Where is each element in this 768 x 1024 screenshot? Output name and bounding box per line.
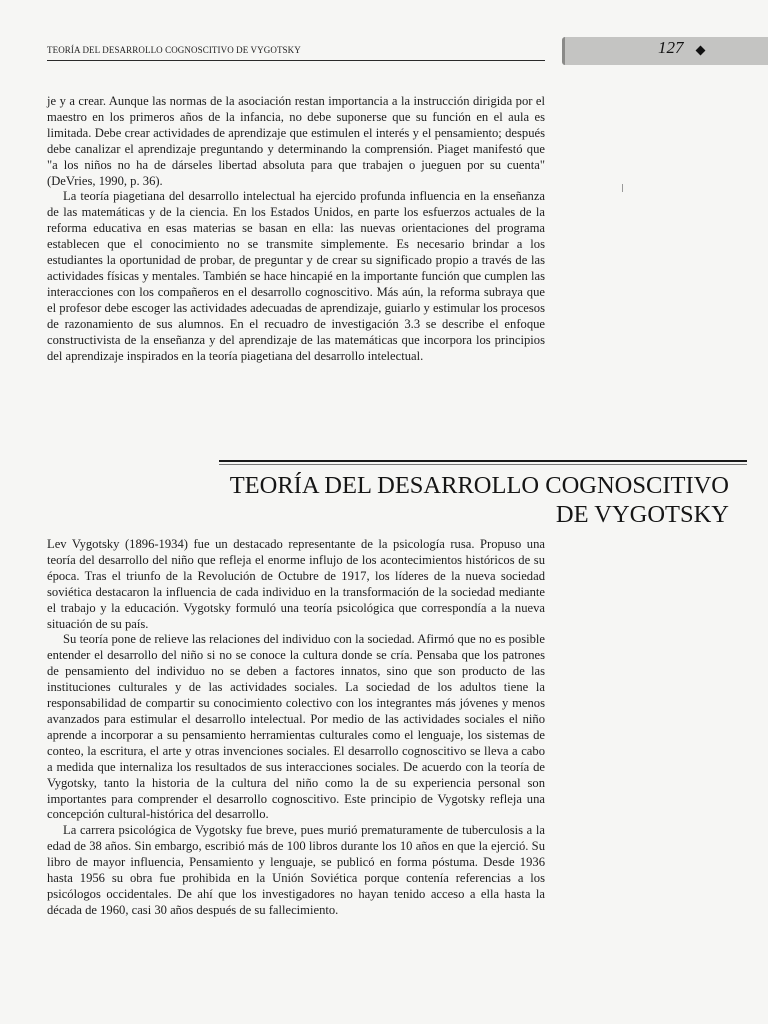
- section-title-line1: TEORÍA DEL DESARROLLO COGNOSCITIVO: [229, 472, 729, 499]
- paragraph: La teoría piagetiana del desarrollo intelectual ha ejercido profunda influencia en la enseñanza de las matemáticas y de la ciencia. En los Estados Unidos, en parte los esfuerzos actuales de la reforma educativa en esas materias se basan en ella: las nuevas orientaciones del programa establecen que el conocimiento no se transmite simplemente. Es necesario brindar a los estudiantes la oportunidad de probar, de preguntar y de crear su significado propio a través de las actividades físicas y mentales. También se hace hincapié en la importante función que cumplen las interacciones con los compañeros en el desarrollo cognoscitivo. Más aún, la reforma subraya que el profesor debe escoger las actividades adecuadas de aprendizaje, guiarlo y estimular los procesos de razonamiento de sus alumnos. En el recuadro de investigación 3.3 se describe el enfoque constructivista de la enseñanza y del aprendizaje de las matemáticas que incorpora los principios del aprendizaje inspirados en la teoría piagetiana del desarrollo intelectual.: [47, 189, 545, 363]
- section-title-line2: DE VYGOTSKY: [555, 501, 729, 528]
- paragraph: La carrera psicológica de Vygotsky fue breve, pues murió prematuramente de tuberculosis a la edad de 38 años. Sin embargo, escribió más de 100 libros durante los 10 años en que la ejerció. Su libro de mayor influencia, Pensamiento y lenguaje, se publicó en forma póstuma. Desde 1936 hasta 1956 su obra fue prohibida en la Unión Soviética porque contenía referencias a los psicólogos occidentales. De ahí que los investigadores no hayan tenido acceso a ella hasta la década de 1960, casi 30 años después de su fallecimiento.: [47, 823, 545, 917]
- body-text-bottom: [47, 537, 545, 919]
- section-rule: [219, 460, 747, 462]
- paragraph: Su teoría pone de relieve las relaciones del individuo con la sociedad. Afirmó que no es posible entender el desarrollo del niño si no se conoce la cultura donde se cría. Pensaba que los patrones de pensamiento del individuo no se deben a factores innatos, sino que son producto de las instituciones culturales y de las actividades sociales. La sociedad de los adultos tiene la responsabilidad de compartir su conocimiento colectivo con los integrantes más jóvenes y menos avanzados para estimular el desarrollo intelectual. Por medio de las actividades sociales el niño aprende a incorporar a su pensamiento herramientas culturales como el lenguaje, los sistemas de conteo, la escritura, el arte y otras invenciones sociales. El desarrollo cognoscitivo se lleva a cabo a medida que internaliza los resultados de sus interacciones sociales. De acuerdo con la teoría de Vygotsky, tanto la historia de la cultura del niño como la de su experiencia personal son importantes para comprender el desarrollo cognoscitivo. Este principio de Vygotsky refleja una concepción cultural-histórica del desarrollo.: [47, 632, 545, 822]
- scan-speck: [622, 184, 623, 192]
- running-head-title: TEORÍA DEL DESARROLLO COGNOSCITIVO DE VYGOTSKY: [47, 45, 301, 55]
- paragraph: Lev Vygotsky (1896-1934) fue un destacado representante de la psicología rusa. Propuso una teoría del desarrollo del niño que refleja el enorme influjo de los acontecimientos históricos de su época. Tras el triunfo de la Revolución de Octubre de 1917, los líderes de la nueva sociedad soviética destacaron la influencia de cada individuo en la transformación de la sociedad mediante el trabajo y la educación. Vygotsky formuló una teoría psicológica que correspondía a la nueva situación de su país.: [47, 537, 545, 631]
- section-title: [219, 471, 729, 529]
- body-text-top: [47, 94, 545, 364]
- page-number: 127: [658, 38, 684, 57]
- header-rule: [47, 60, 545, 61]
- paragraph: je y a crear. Aunque las normas de la asociación restan importancia a la instrucción dirigida por el maestro en los primeros años de la infancia, no debe suponerse que su función en el aula es limitada. Debe crear actividades de aprendizaje que estimulen el interés y el pensamiento; después debe canalizar el aprendizaje preguntando y determinando la comprensión. Piaget manifestó que "a los niños no ha de dárseles libertad absoluta para que trabajen o jueguen por su cuenta" (DeVries, 1990, p. 36).: [47, 94, 545, 188]
- section-rule-thin: [219, 464, 747, 465]
